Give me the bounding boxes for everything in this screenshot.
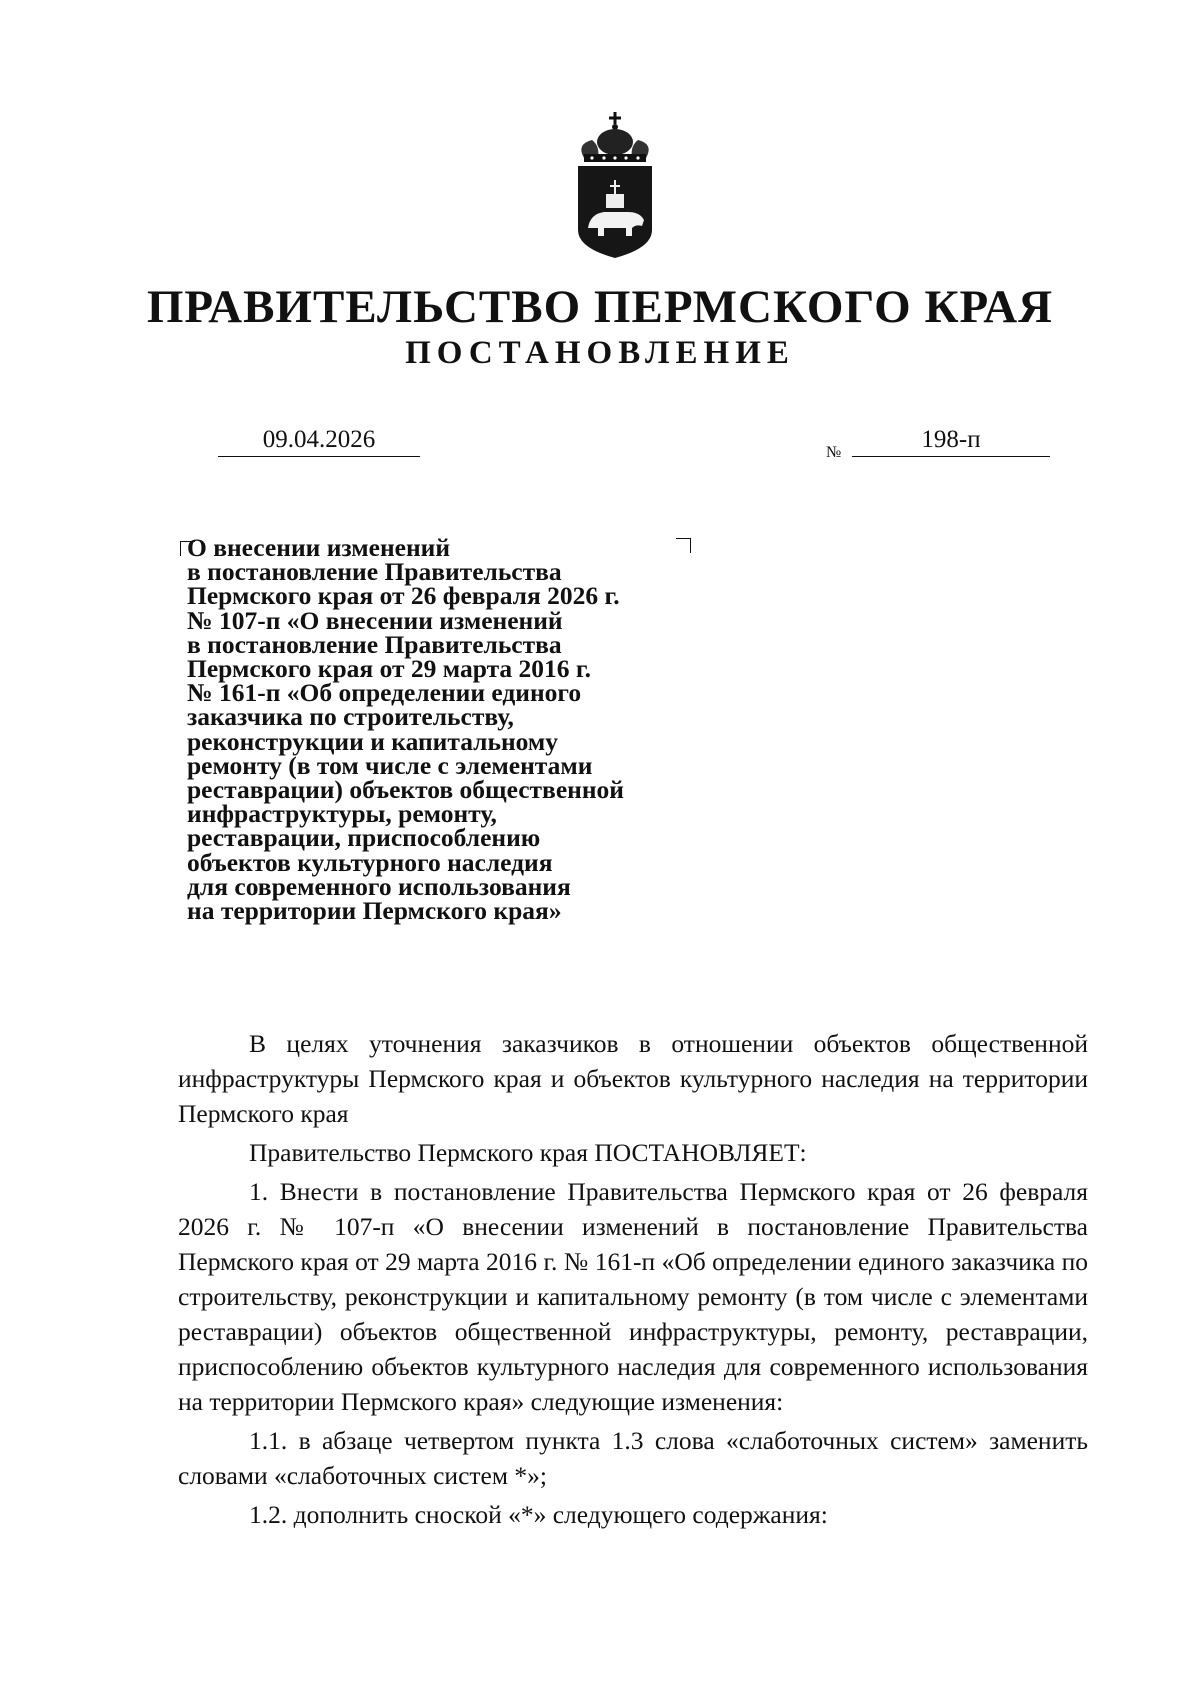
subject-line: № 161-п «Об определении единого: [187, 678, 582, 708]
document-type: ПОСТАНОВЛЕНИЕ: [405, 335, 795, 371]
government-title: ПРАВИТЕЛЬСТВО ПЕРМСКОГО КРАЯ: [146, 281, 1054, 333]
subject-line: Пермского края от 26 февраля 2026 г.: [187, 581, 620, 611]
resolution-paragraph: Правительство Пермского края ПОСТАНОВЛЯЕТ:: [249, 1138, 807, 1167]
subject-line: в постановление Правительства: [187, 629, 562, 659]
subject-line: реставрации) объектов общественной: [187, 775, 624, 805]
subject-line: заказчика по строительству,: [187, 702, 514, 732]
subject-line: № 107-п «О внесении изменений: [187, 605, 563, 635]
document-date: 09.04.2026: [218, 426, 420, 457]
document-subject: [187, 533, 707, 926]
number-label: №: [826, 444, 842, 461]
subject-line: Пермского края от 29 марта 2016 г.: [187, 654, 592, 684]
item-1-2-paragraph: 1.2. дополнить сноской «*» следующего содержания:: [249, 1500, 828, 1529]
item-1-paragraph: 1. Внести в постановление Правительства Пермского края от 26 февраля 2026 г. № 107-п «О внесении изменений в постановление Правительства Пермского края от 29 марта 2016 г. № 161-п «Об определении единого заказчика по строительству, реконструкции и капитальному ремонту (в том числе с элементами реставрации) объектов общественной инфраструктуры, ремонту, реставрации, приспособлению объектов культурного наследия для современного использования на территории Пермского края» следующие изменения:: [178, 1177, 1088, 1416]
item-1-1-paragraph: 1.1. в абзаце четвертом пункта 1.3 слова «слаботочных систем» заменить словами «слаботочных систем *»;: [178, 1426, 1088, 1490]
subject-line: объектов культурного наследия: [187, 847, 553, 877]
subject-line: в постановление Правительства: [187, 557, 562, 587]
subject-line: для современного использования: [187, 871, 571, 901]
perm-krai-coat-of-arms-icon: [570, 110, 660, 260]
document-body: [178, 1026, 1088, 1532]
subject-line: инфраструктуры, ремонту,: [187, 799, 497, 829]
subject-line: О внесении изменений: [187, 533, 451, 562]
document-number: 198-п: [852, 426, 1050, 457]
subject-line: реставрации, приспособлению: [187, 823, 541, 853]
subject-line: на территории Пермского края»: [187, 896, 562, 926]
preamble-paragraph: В целях уточнения заказчиков в отношении объектов общественной инфраструктуры Пермского края и объектов культурного наследия на территории Пермского края: [178, 1029, 1088, 1128]
subject-line: реконструкции и капитальному: [187, 726, 559, 756]
subject-line: ремонту (в том числе с элементами: [187, 750, 593, 780]
